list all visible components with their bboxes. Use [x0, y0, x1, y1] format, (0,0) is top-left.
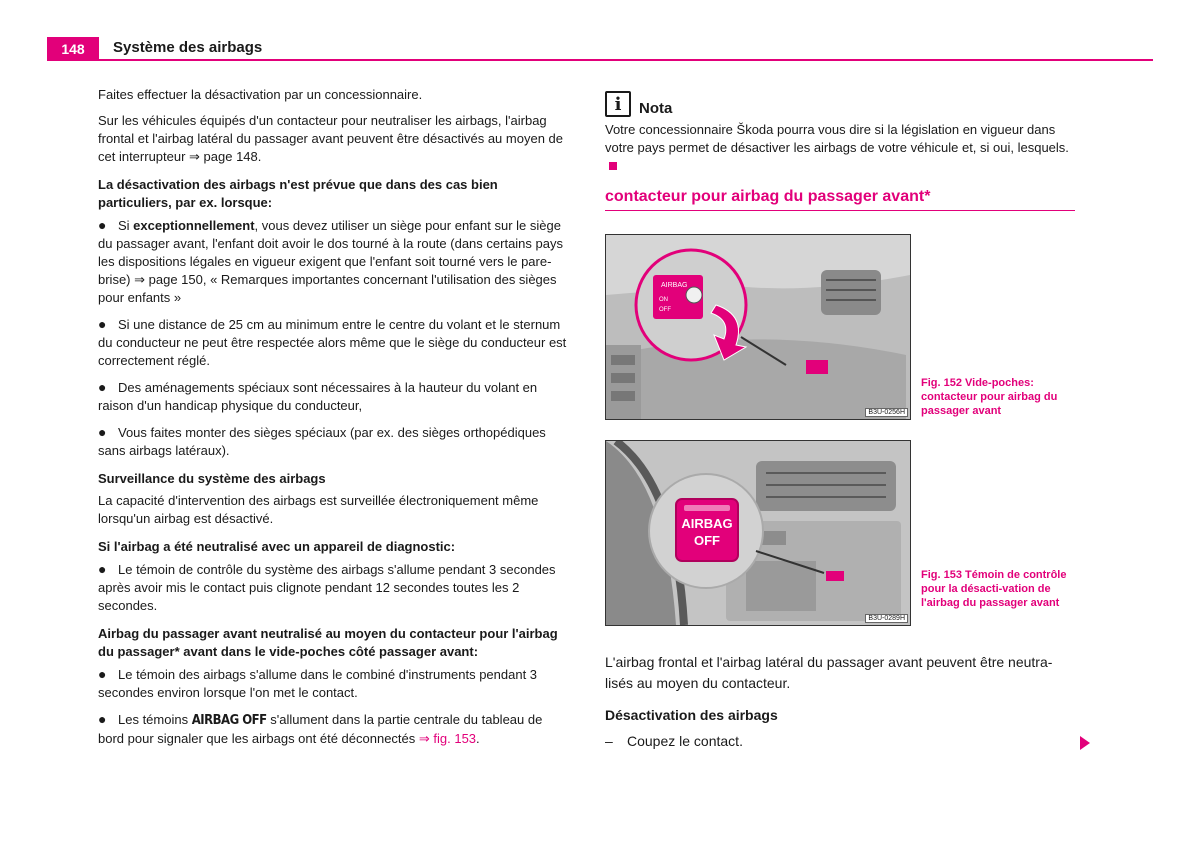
- section-title: contacteur pour airbag du passager avant*: [605, 188, 1075, 211]
- bullet-icon: ●: [98, 316, 107, 332]
- switch-label: AIRBAG: [661, 282, 688, 289]
- bullet-text: Des aménagements spéciaux sont nécessaires à la hauteur du volant en raison d'un handicap physique du conducteur,: [98, 380, 538, 413]
- bullet-text: Les témoins: [118, 712, 192, 727]
- figure-152-caption: Fig. 152 Vide-poches: contacteur pour airbag du passager avant: [921, 377, 1058, 417]
- figure-reference-link[interactable]: ⇒ fig. 153: [418, 731, 477, 746]
- bullet-special-seats: [98, 423, 570, 460]
- bullet-icon: ●: [98, 424, 107, 440]
- glovebox-illustration: [606, 235, 910, 419]
- paragraph-monitoring: La capacité d'intervention des airbags est surveillée électroniquement même lorsqu'un airbag est désactivé.: [98, 493, 539, 526]
- switch-on-label: ON: [659, 297, 668, 303]
- note-title: Nota: [639, 100, 673, 117]
- bullet-emphasis: exceptionnellement: [133, 218, 255, 233]
- bullet-text: Si une distance de 25 cm au minimum entre le centre du volant et le sternum du conducteur ne peut être respectée alors même que le siège du conducteur est correctement réglé.: [98, 317, 567, 368]
- heading-monitoring: Surveillance du système des airbags: [98, 471, 326, 486]
- paragraph-dealer: Faites effectuer la désactivation par un concessionnaire.: [98, 87, 423, 102]
- bullet-distance: [98, 315, 570, 370]
- bullet-text: Vous faites monter des sièges spéciaux (par ex. des sièges orthopédiques sans airbags latéraux).: [98, 425, 546, 458]
- heading-cases: La désactivation des airbags n'est prévue que dans des cas bien particuliers, par ex. lorsque:: [98, 177, 498, 210]
- airbag-off-label: AIRBAG OFF: [191, 713, 267, 728]
- end-mark-icon: [609, 162, 617, 170]
- heading-deactivation: Désactivation des airbags: [605, 707, 778, 723]
- paragraph-switch-intro: Sur les véhicules équipés d'un contacteur pour neutraliser les airbags, l'airbag frontal et l'airbag latéral du passager avant peuvent être désactivés au moyen de cet interrupteur ⇒ page 148.: [98, 113, 563, 164]
- step-item: [605, 733, 743, 749]
- heading-diagnostic: Si l'airbag a été neutralisé avec un appareil de diagnostic:: [98, 539, 456, 554]
- bullet-text: , vous devez utiliser un siège pour enfant sur le siège du passager avant, l'enfant doit avoir le dos tourné à la route (dans certains pays les dispositions légales en vigueur exigent que l'enfant soit tourné vers le pare-brise) ⇒ page 150, « Remarques importantes concernant l'utilisation des sièges pour enfants »: [98, 218, 563, 305]
- note-text: [605, 121, 1075, 175]
- bullet-icon: ●: [98, 711, 107, 727]
- note-box: [605, 91, 1075, 175]
- info-icon: i: [605, 91, 631, 117]
- left-column: [98, 86, 570, 756]
- bullet-text: Si: [118, 218, 134, 233]
- figure-code: B3U-0289H: [865, 614, 908, 623]
- bullet-text: .: [476, 731, 480, 746]
- figure-152: [605, 234, 911, 420]
- note-body: Votre concessionnaire Škoda pourra vous dire si la législation en vigueur dans votre pays permet de désactiver les airbags de votre véhicule et, si oui, lesquels.: [605, 122, 1069, 155]
- bullet-text: Le témoin des airbags s'allume dans le combiné d'instruments pendant 3 secondes environ lorsque l'on met le contact.: [98, 667, 538, 700]
- continue-arrow-icon[interactable]: [1080, 736, 1090, 750]
- header-rule: [47, 59, 1153, 61]
- bullet-instrument-lamp: [98, 665, 570, 702]
- airbag-off-lamp-line1: AIRBAG: [681, 516, 733, 531]
- bullet-icon: ●: [98, 666, 107, 682]
- header-title: Système des airbags: [113, 39, 263, 56]
- bullet-airbag-off-lamps: [98, 710, 570, 748]
- bullet-child-seat: [98, 216, 570, 307]
- figure-153: [605, 440, 911, 626]
- airbag-off-lamp-line2: OFF: [694, 533, 720, 548]
- step-text: Coupez le contact.: [627, 733, 743, 749]
- bullet-icon: ●: [98, 561, 107, 577]
- bullet-warning-lamp: [98, 560, 570, 615]
- bullet-handicap: [98, 378, 570, 415]
- bullet-icon: ●: [98, 217, 107, 233]
- bullet-text: s'allument dans la partie centrale du tableau de bord pour signaler que les airbags ont été déconnectés: [98, 712, 543, 746]
- step-dash: –: [605, 733, 613, 749]
- paragraph-neutralize: L'airbag frontal et l'airbag latéral du passager avant peuvent être neutra-lisés au moyen du contacteur.: [605, 654, 1053, 691]
- page-number: 148: [47, 37, 99, 61]
- dashboard-illustration: [606, 441, 910, 625]
- figure-153-caption: Fig. 153 Témoin de contrôle pour la désacti-vation de l'airbag du passager avant: [921, 569, 1067, 609]
- bullet-icon: ●: [98, 379, 107, 395]
- figure-code: B3U-0256H: [865, 408, 908, 417]
- bullet-text: Le témoin de contrôle du système des airbags s'allume pendant 3 secondes après avoir mis le contact puis clignote pendant 12 secondes toutes les 2 secondes.: [98, 562, 556, 613]
- heading-switch-disabled: Airbag du passager avant neutralisé au moyen du contacteur pour l'airbag du passager* avant dans le vide-poches côté passager avant:: [98, 626, 558, 659]
- switch-off-label: OFF: [659, 307, 671, 313]
